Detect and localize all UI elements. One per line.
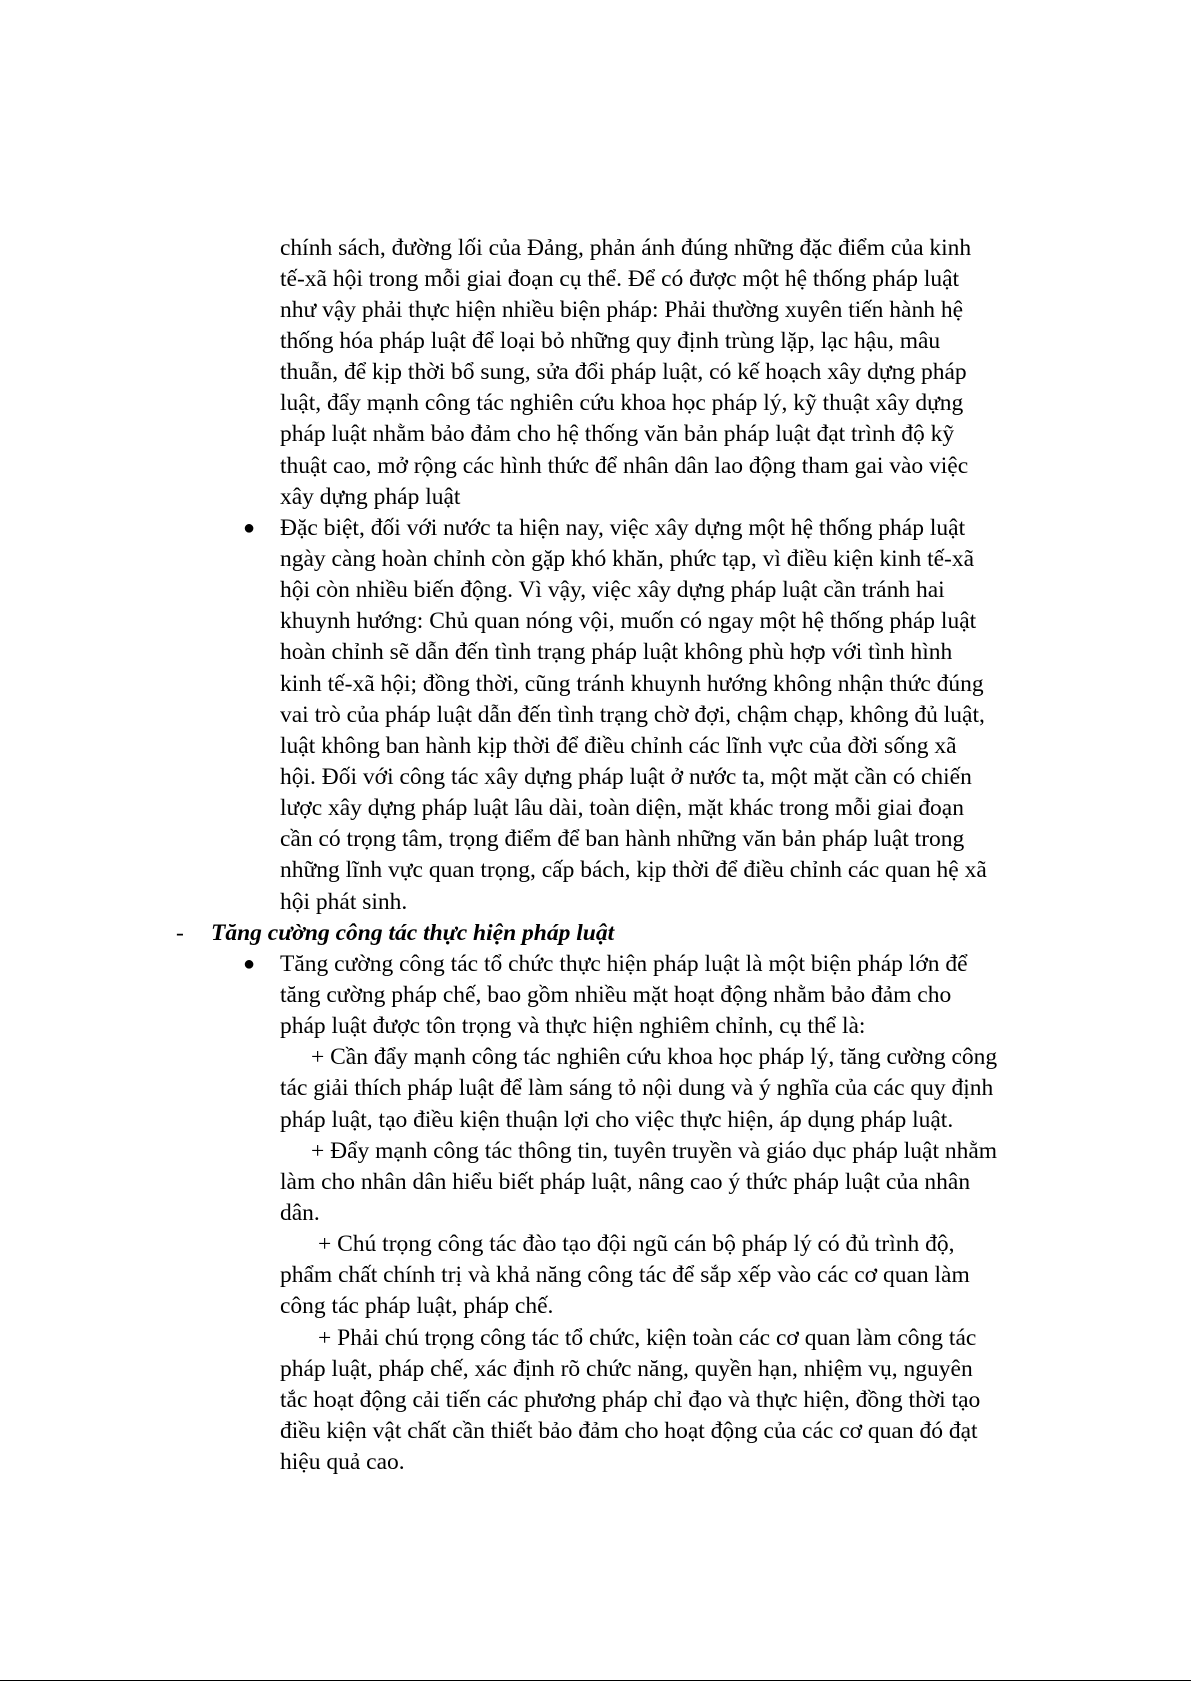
text-line: pháp luật nhằm bảo đảm cho hệ thống văn bản pháp luật đạt trình độ kỹ — [280, 421, 955, 447]
text-line: xây dựng pháp luật — [280, 484, 461, 510]
text-line: lược xây dựng pháp luật lâu dài, toàn diện, mặt khác trong mỗi giai đoạn — [280, 795, 964, 821]
text-line: Đặc biệt, đối với nước ta hiện nay, việc xây dựng một hệ thống pháp luật — [280, 515, 966, 541]
text-line: những lĩnh vực quan trọng, cấp bách, kịp thời để điều chỉnh các quan hệ xã — [280, 857, 987, 883]
text-line: + Chú trọng công tác đào tạo đội ngũ cán bộ pháp lý có đủ trình độ, — [318, 1231, 955, 1257]
text-line: pháp luật, tạo điều kiện thuận lợi cho việc thực hiện, áp dụng pháp luật. — [280, 1107, 954, 1133]
text-line: công tác pháp luật, pháp chế. — [280, 1293, 554, 1319]
text-line: tế-xã hội trong mỗi giai đoạn cụ thể. Để có được một hệ thống pháp luật — [280, 266, 960, 292]
text-line: cần có trọng tâm, trọng điểm để ban hành những văn bản pháp luật trong — [280, 826, 965, 852]
text-line: hội phát sinh. — [280, 889, 408, 915]
text-line: + Cần đẩy mạnh công tác nghiên cứu khoa học pháp lý, tăng cường công — [311, 1044, 998, 1070]
text-line: hiệu quả cao. — [280, 1449, 405, 1475]
page-bottom-divider — [0, 1680, 1191, 1681]
text-line: hội còn nhiều biến động. Vì vậy, việc xây dựng pháp luật cần tránh hai — [280, 577, 945, 603]
text-line: hoàn chỉnh sẽ dẫn đến tình trạng pháp luật không phù hợp với tình hình — [280, 639, 953, 665]
text-line: ngày càng hoàn chỉnh còn gặp khó khăn, phức tạp, vì điều kiện kinh tế-xã — [280, 546, 975, 572]
text-line: + Phải chú trọng công tác tổ chức, kiện toàn các cơ quan làm công tác — [318, 1325, 977, 1351]
text-line: chính sách, đường lối của Đảng, phản ánh đúng những đặc điểm của kinh — [280, 235, 972, 261]
text-line: thuẫn, để kịp thời bổ sung, sửa đổi pháp luật, có kế hoạch xây dựng pháp — [280, 359, 967, 385]
text-line: pháp luật, pháp chế, xác định rõ chức năng, quyền hạn, nhiệm vụ, nguyên — [280, 1356, 973, 1382]
text-line: + Đẩy mạnh công tác thông tin, tuyên truyền và giáo dục pháp luật nhằm — [311, 1138, 998, 1164]
text-line: Tăng cường công tác tổ chức thực hiện pháp luật là một biện pháp lớn để — [280, 951, 968, 977]
text-line: luật không ban hành kịp thời để điều chỉnh các lĩnh vực của đời sống xã — [280, 733, 957, 759]
bullet-dot-icon: ● — [243, 953, 256, 975]
text-line: khuynh hướng: Chủ quan nóng vội, muốn có ngay một hệ thống pháp luật — [280, 608, 977, 634]
text-line: như vậy phải thực hiện nhiều biện pháp: Phải thường xuyên tiến hành hệ — [280, 297, 964, 323]
text-line: luật, đẩy mạnh công tác nghiên cứu khoa học pháp lý, kỹ thuật xây dựng — [280, 390, 964, 416]
text-line: tác giải thích pháp luật để làm sáng tỏ nội dung và ý nghĩa của các quy định — [280, 1075, 994, 1101]
text-line: dân. — [280, 1200, 320, 1226]
text-line: hội. Đối với công tác xây dựng pháp luật ở nước ta, một mặt cần có chiến — [280, 764, 972, 790]
text-line: thuật cao, mở rộng các hình thức để nhân dân lao động tham gai vào việc — [280, 453, 969, 479]
text-line: tăng cường pháp chế, bao gồm nhiều mặt hoạt động nhằm bảo đảm cho — [280, 982, 952, 1008]
text-line: tắc hoạt động cải tiến các phương pháp chỉ đạo và thực hiện, đồng thời tạo — [280, 1387, 981, 1413]
dash-marker: - — [176, 920, 184, 946]
text-line: điều kiện vật chất cần thiết bảo đảm cho hoạt động của các cơ quan đó đạt — [280, 1418, 978, 1444]
text-line: kinh tế-xã hội; đồng thời, cũng tránh khuynh hướng không nhận thức đúng — [280, 671, 984, 697]
text-line: thống hóa pháp luật để loại bỏ những quy định trùng lặp, lạc hậu, mâu — [280, 328, 941, 354]
text-line: làm cho nhân dân hiểu biết pháp luật, nâng cao ý thức pháp luật của nhân — [280, 1169, 971, 1195]
text-line: vai trò của pháp luật dẫn đến tình trạng chờ đợi, chậm chạp, không đủ luật, — [280, 702, 985, 728]
section-heading: Tăng cường công tác thực hiện pháp luật — [211, 920, 615, 946]
bullet-dot-icon: ● — [243, 517, 256, 539]
text-line: phẩm chất chính trị và khả năng công tác để sắp xếp vào các cơ quan làm — [280, 1262, 970, 1288]
text-line: pháp luật được tôn trọng và thực hiện nghiêm chỉnh, cụ thể là: — [280, 1013, 866, 1039]
